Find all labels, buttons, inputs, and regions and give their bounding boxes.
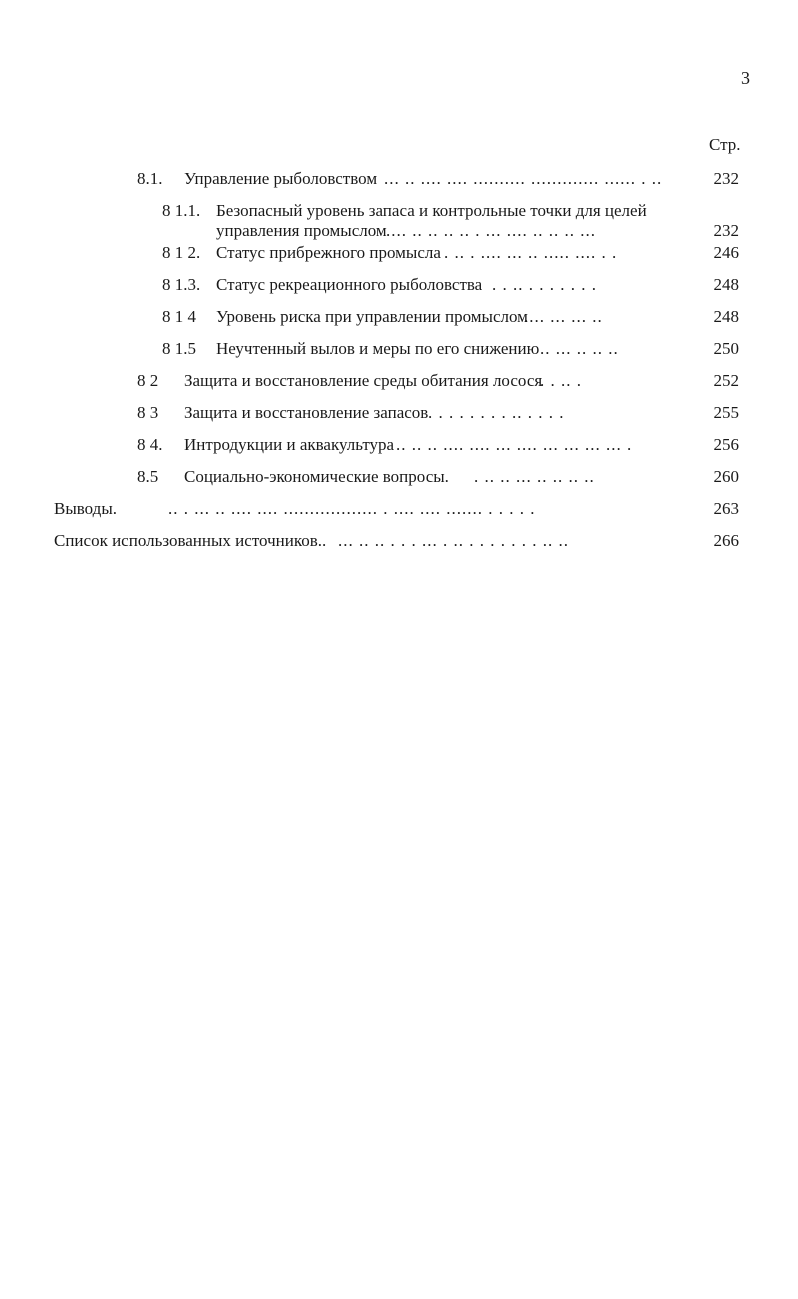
toc-entry-number: 8.1. (137, 169, 163, 188)
toc-entry-number: 8 1 4 (162, 307, 196, 326)
toc-entry-leader: . .. .. ... .. .. .. .. (474, 467, 595, 486)
toc-entry-number: 8 3 (137, 403, 159, 422)
toc-entry-page: 232 (713, 169, 739, 188)
toc-entry-title: Безопасный уровень запаса и контрольные точки для целей (216, 201, 647, 220)
toc-entry (0, 434, 798, 456)
toc-entry (0, 530, 798, 552)
toc-entry (0, 466, 798, 488)
toc-entry-page: 248 (713, 275, 739, 294)
toc-entry (0, 338, 798, 360)
toc-entry-title: Защита и восстановление запасов (184, 403, 429, 422)
toc-entry-page: 260 (713, 467, 739, 486)
toc-entry-page: 246 (713, 243, 739, 262)
toc-entry-number: 8 1.5 (162, 339, 196, 358)
toc-entry (0, 274, 798, 296)
toc-entry-title: Выводы. (54, 499, 118, 518)
toc-entry-title: Интродукции и аквакультура (184, 435, 395, 454)
toc-entry-page: 252 (713, 371, 739, 390)
toc-entry-title: Список использованных источников.. (54, 531, 327, 550)
toc-entry-leader: .... .. .. .. .. . ... .... .. .. .. ... (386, 221, 596, 240)
toc-entry-leader: ... .. .... .... .......... ............. ...... . .. (384, 169, 663, 188)
toc-entry-page: 255 (713, 403, 739, 422)
toc-entry-title: Статус прибрежного промысла (216, 243, 441, 262)
toc-entry-number: 8 1 2. (162, 243, 201, 262)
toc-entry-title-continued: управления промыслом (216, 221, 387, 240)
toc-entry-title: Уровень риска при управлении промыслом (216, 307, 528, 326)
toc-entry-leader: . .. . .... ... .. ..... .... . . (444, 243, 618, 262)
toc-entry (0, 168, 798, 190)
toc-entry (0, 306, 798, 328)
toc-entry-number: 8 1.3. (162, 275, 201, 294)
toc-entry-leader: .. .. .. .... .... ... .... ... ... ... ... . (396, 435, 633, 454)
toc-entry-title: Статус рекреационного рыболовства (216, 275, 483, 294)
toc-entry-title: Неучтенный вылов и меры по его снижению (216, 339, 540, 358)
toc-entry-page: 266 (713, 531, 739, 550)
toc-entry-leader: . . .. . . . . . . . (492, 275, 597, 294)
toc-entry-number: 8.5 (137, 467, 159, 486)
toc-entry-number: 8 2 (137, 371, 159, 390)
toc-entry-page: 250 (713, 339, 739, 358)
toc-entry-leader: ... .. .. . . . ... . .. . . . . . . . .. .. (338, 531, 569, 550)
toc-entry-page: 256 (713, 435, 739, 454)
page-column-header: Стр. (709, 135, 741, 154)
toc-entry (0, 242, 798, 264)
toc-entry (0, 200, 798, 244)
toc-entry (0, 402, 798, 424)
page-number: 3 (741, 68, 750, 88)
toc-entry-number: 8 4. (137, 435, 163, 454)
toc-entry-title: Защита и восстановление среды обитания лосося (184, 371, 543, 390)
toc-entry (0, 370, 798, 392)
toc-entry (0, 498, 798, 520)
toc-entry-leader: .... ... ... .. (524, 307, 603, 326)
toc-entry-leader: .. . ... .. .... .... .................. . .... .... ....... . . . . . (168, 499, 536, 518)
toc-entry-page: 263 (713, 499, 739, 518)
toc-entry-page: 232 (713, 221, 739, 240)
toc-entry-title: Социально-экономические вопросы. (184, 467, 449, 486)
toc-entry-leader: . . .. . (540, 371, 582, 390)
toc-entry-number: 8 1.1. (162, 201, 201, 220)
toc-entry-leader: . . . . . . . . .. . . . . (428, 403, 565, 422)
toc-entry-title: Управление рыболовством (184, 169, 378, 188)
toc-entry-leader: .. ... .. .. .. (540, 339, 619, 358)
toc-entry-page: 248 (713, 307, 739, 326)
